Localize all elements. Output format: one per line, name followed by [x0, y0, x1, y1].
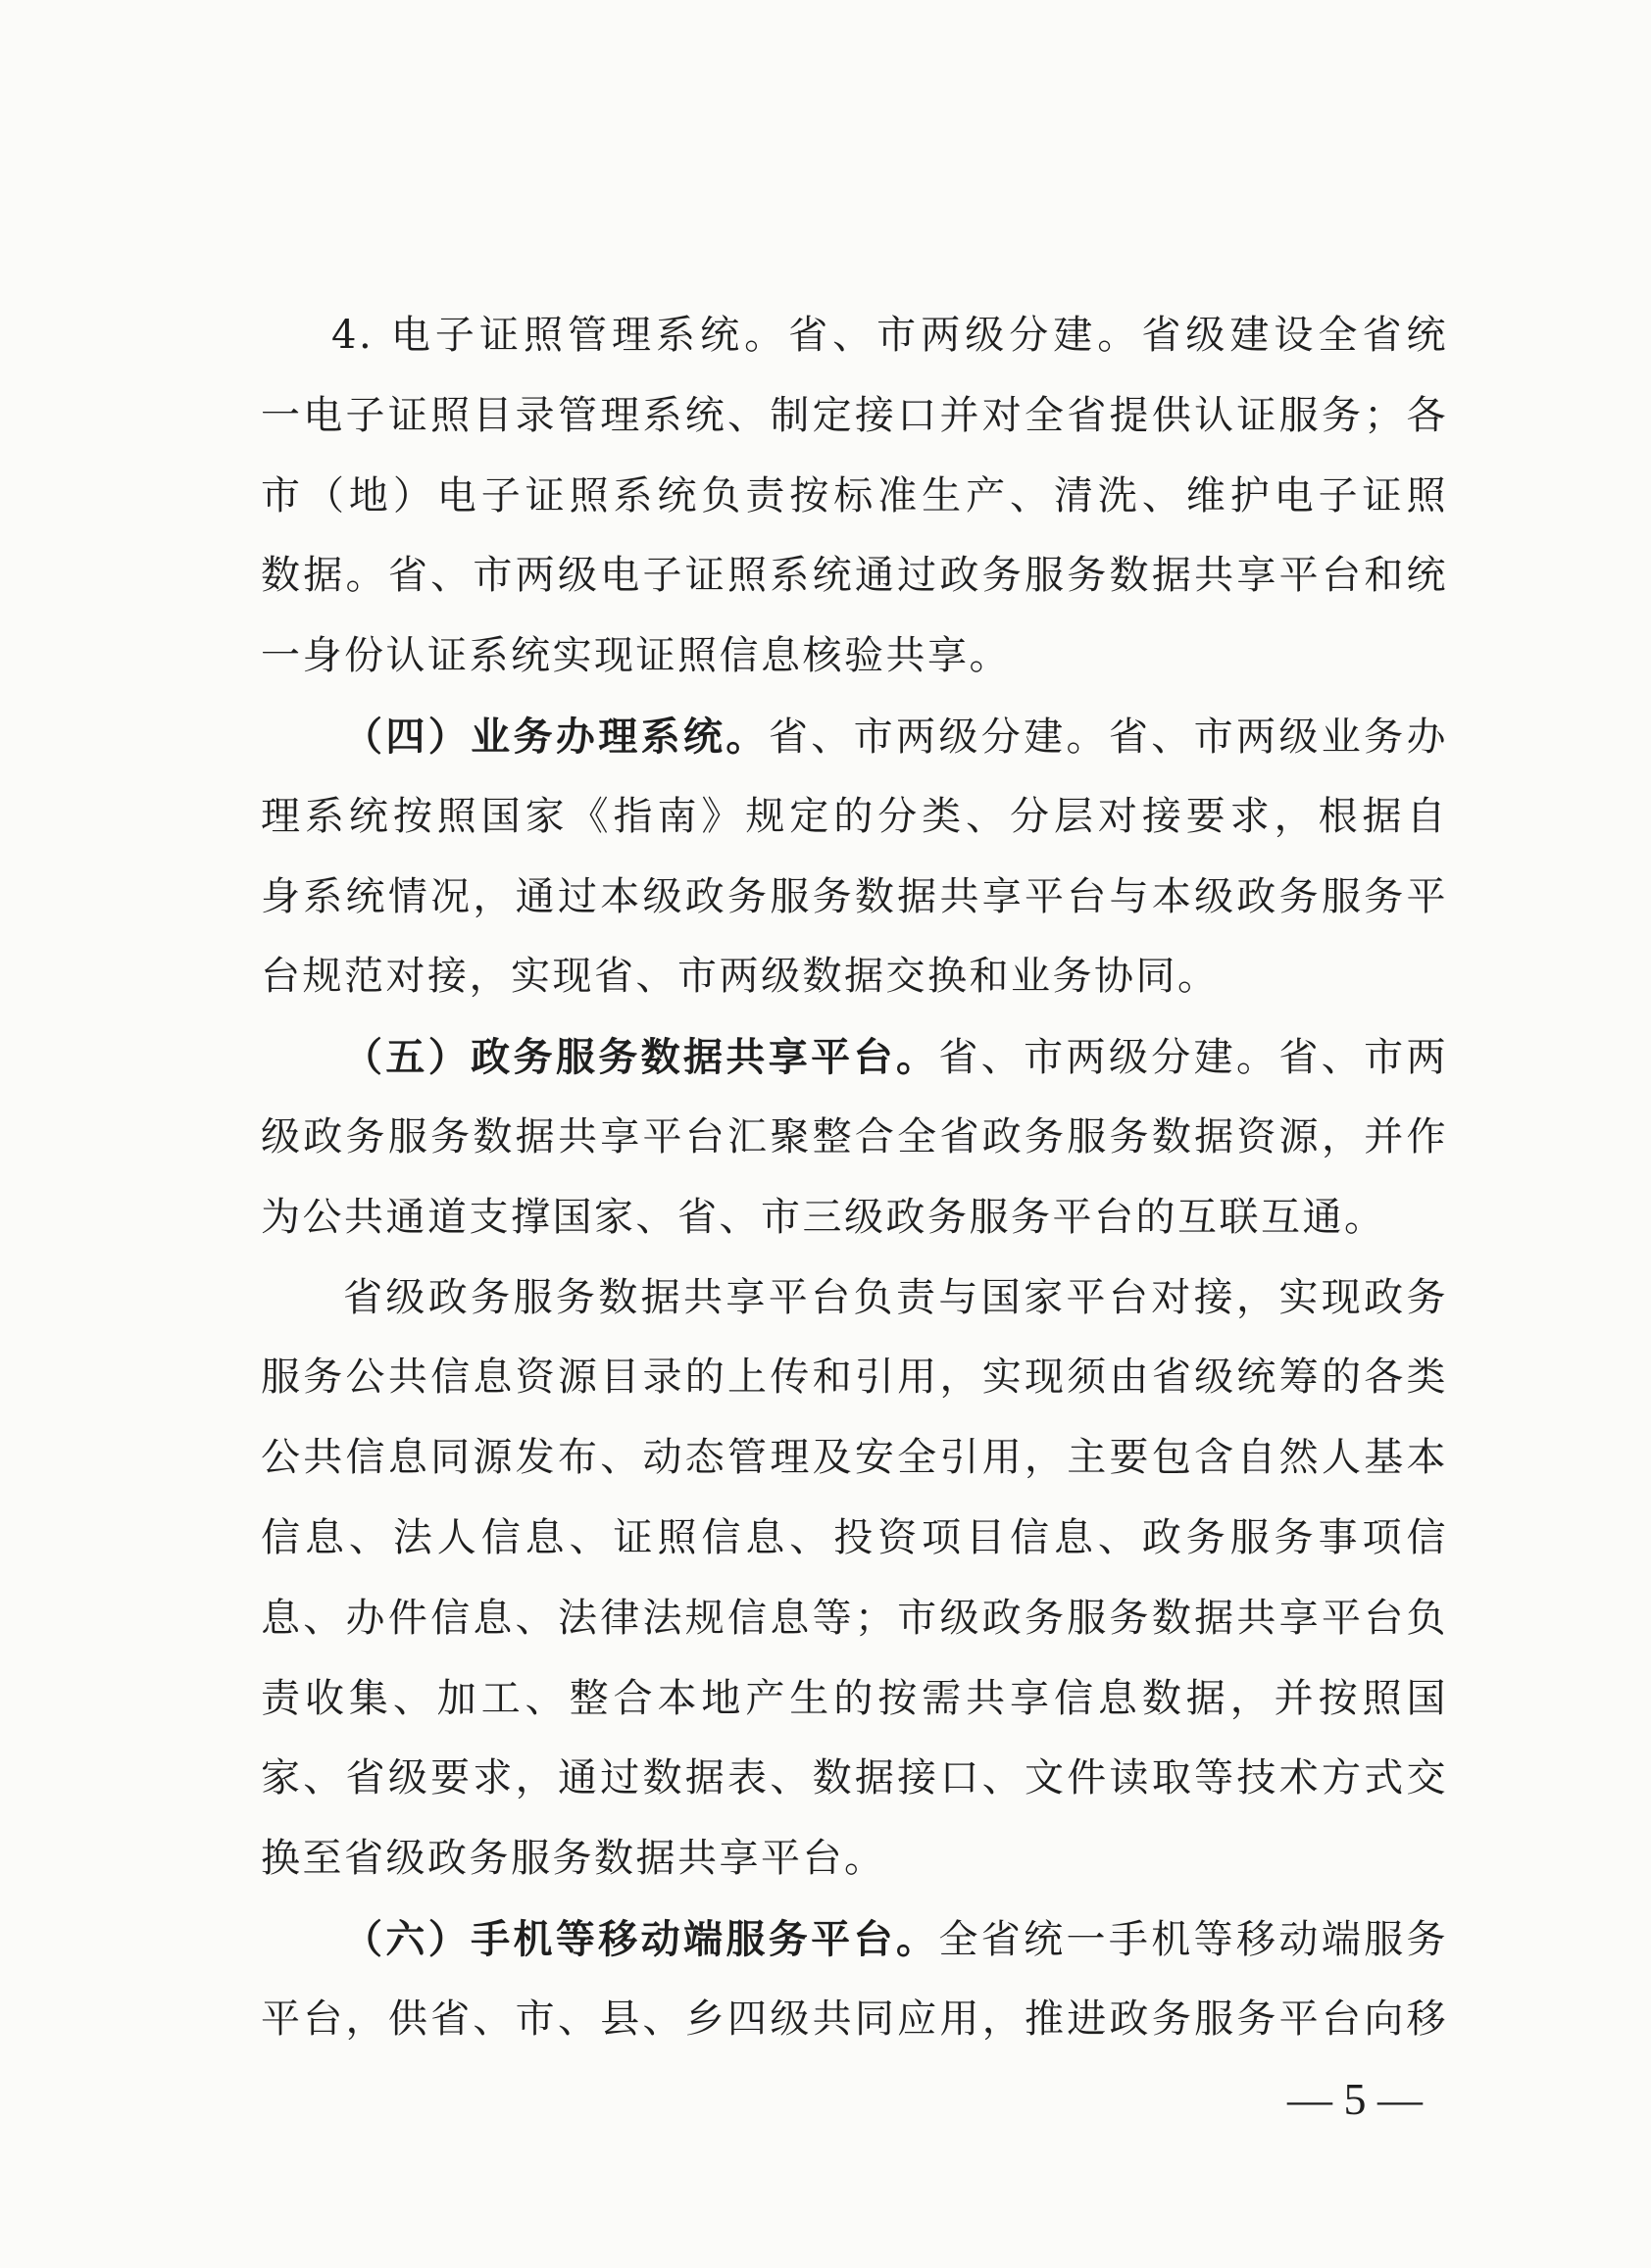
text-line: 公共信息同源发布、动态管理及安全引用，主要包含自然人基本 — [261, 1435, 1448, 1481]
paragraph-provincial-platform — [261, 1258, 1448, 1899]
text-line: 台规范对接，实现省、市两级数据交换和业务协同。 — [261, 954, 1220, 1000]
text-line: 服务公共信息资源目录的上传和引用，实现须由省级统筹的各类 — [261, 1355, 1448, 1401]
text-line: 息、办件信息、法律法规信息等；市级政务服务数据共享平台负 — [261, 1595, 1448, 1641]
line-text: 全省统一手机等移动端服务 — [938, 1916, 1449, 1962]
text-line: 身系统情况，通过本级政务服务数据共享平台与本级政务服务平 — [261, 873, 1448, 919]
text-line — [261, 1899, 1448, 1980]
text-line — [261, 697, 1448, 777]
text-line: 家、省级要求，通过数据表、数据接口、文件读取等技术方式交 — [261, 1755, 1448, 1801]
text-line: 换至省级政务服务数据共享平台。 — [261, 1836, 886, 1882]
text-line: 为公共通道支撑国家、省、市三级政务服务平台的互联互通。 — [261, 1194, 1386, 1240]
paragraph-data-sharing-platform — [261, 1017, 1448, 1257]
text-line: 信息、法人信息、证照信息、投资项目信息、政务服务事项信 — [261, 1514, 1448, 1560]
text-line: 责收集、加工、整合本地产生的按需共享信息数据，并按照国 — [261, 1675, 1448, 1721]
text-line: 省级政务服务数据共享平台负责与国家平台对接，实现政务 — [343, 1274, 1448, 1320]
section-heading: （五）政务服务数据共享平台。 — [343, 1034, 939, 1081]
section-heading: （四）业务办理系统。 — [343, 713, 769, 760]
text-line: 级政务服务数据共享平台汇聚整合全省政务服务数据资源，并作 — [261, 1113, 1448, 1159]
paragraph-mobile-service-platform — [261, 1899, 1448, 2060]
text-line: 一身份认证系统实现证照信息核验共享。 — [261, 633, 1011, 679]
text-line: 平台，供省、市、县、乡四级共同应用，推进政务服务平台向移 — [261, 1996, 1448, 2042]
text-line: 市（地）电子证照系统负责按标准生产、清洗、维护电子证照 — [261, 472, 1448, 518]
document-body — [261, 296, 1448, 2060]
text-line: 数据。省、市两级电子证照系统通过政务服务数据共享平台和统 — [261, 553, 1448, 599]
text-line: 4. 电子证照管理系统。省、市两级分建。省级建设全省统 — [331, 313, 1448, 358]
line-text: 省、市两级分建。省、市两级业务办 — [768, 714, 1449, 760]
text-line: 一电子证照目录管理系统、制定接口并对全省提供认证服务；各 — [261, 392, 1448, 438]
line-text: 省、市两级分建。省、市两 — [938, 1035, 1449, 1081]
paragraph-business-handling-system — [261, 697, 1448, 1017]
text-line — [261, 1017, 1448, 1098]
paragraph-electronic-license-system — [261, 296, 1448, 697]
page-number: — 5 — — [1287, 2074, 1423, 2124]
section-heading: （六）手机等移动端服务平台。 — [343, 1915, 939, 1962]
text-line: 理系统按照国家《指南》规定的分类、分层对接要求，根据自 — [261, 793, 1448, 839]
